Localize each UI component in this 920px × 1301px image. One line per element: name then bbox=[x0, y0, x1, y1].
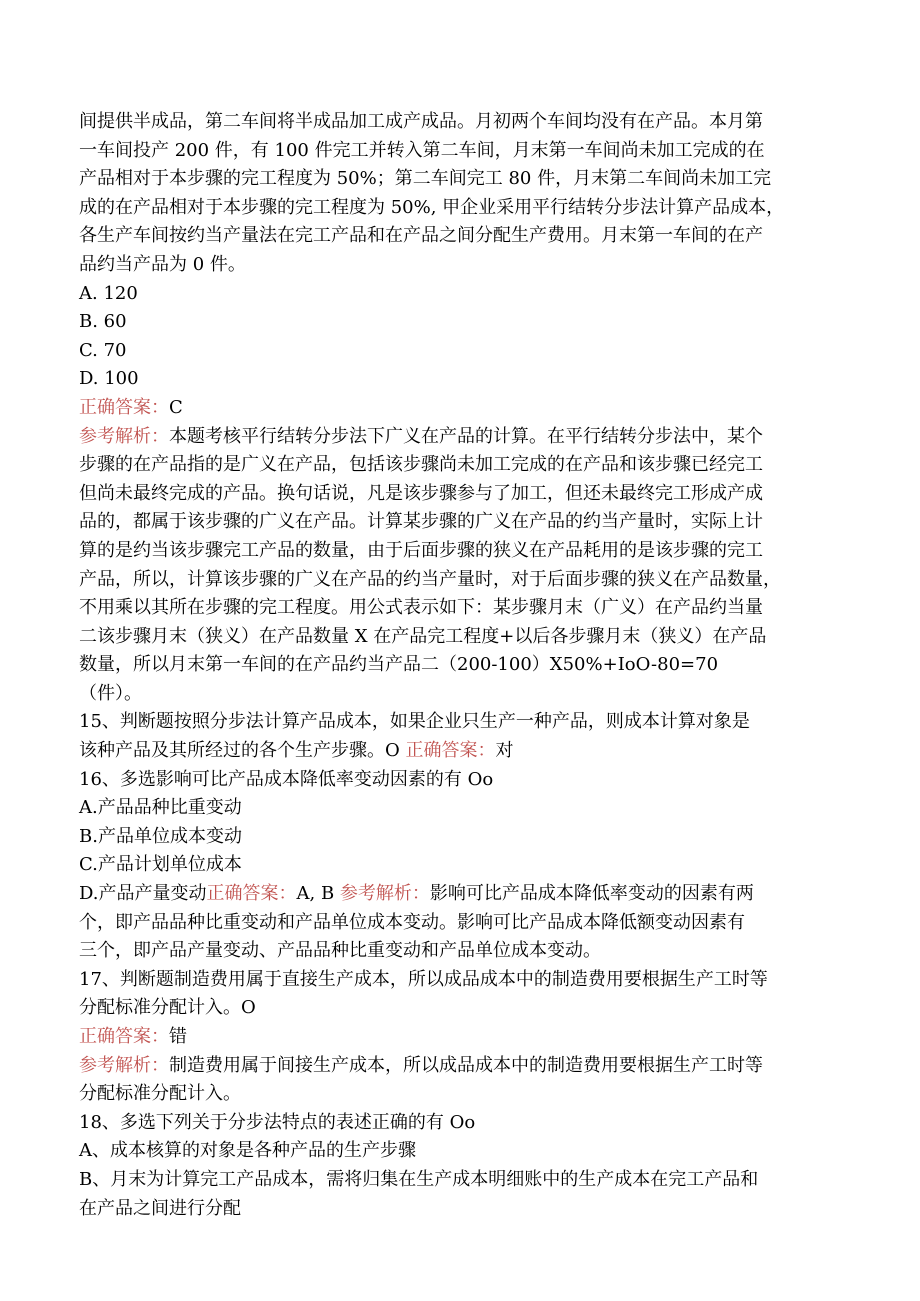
q17-analysis-first bbox=[79, 1052, 849, 1081]
analysis-text: 影响可比产品成本降低率变动的因素有两 bbox=[429, 883, 754, 905]
analysis-line: 数量，所以月末第一车间的在产品约当产品二（200-100）X50%+IoO-80=70 bbox=[79, 654, 719, 676]
answer-label: 正确答案： bbox=[79, 1026, 169, 1047]
option-c: C. 70 bbox=[79, 339, 127, 361]
analysis-label: 参考解析： bbox=[339, 883, 430, 905]
analysis-label: 参考解析： bbox=[79, 1054, 169, 1076]
answer-value: 对 bbox=[495, 740, 514, 762]
option-d: D. 100 bbox=[79, 368, 139, 390]
text-line: 品约当产品为 0 件。 bbox=[79, 253, 246, 275]
q18-option-a: A、成本核算的对象是各种产品的生产步骤 bbox=[79, 1140, 416, 1162]
text-line: 各生产车间按约当产量法在完工产品和在产品之间分配生产费用。月末第一车间的在产 bbox=[79, 225, 763, 247]
q18-option-b: B、月末为计算完工产品成本，需将归集在生产成本明细账中的生产成本在完工产品和 bbox=[79, 1168, 759, 1190]
answer-value: 错 bbox=[169, 1026, 187, 1047]
q16-question: 16、多选影响可比产品成本降低率变动因素的有 Oo bbox=[79, 768, 494, 790]
q18-question: 18、多选下列关于分步法特点的表述正确的有 Oo bbox=[79, 1111, 476, 1133]
analysis-line: 产品，所以，计算该步骤的广义在产品的约当产量时，对于后面步骤的狭义在产品数量， bbox=[79, 568, 781, 590]
analysis-text: 本题考核平行结转分步法下广义在产品的计算。在平行结转分步法中，某个 bbox=[169, 425, 763, 447]
q14-analysis-first bbox=[79, 423, 849, 452]
analysis-line: 但尚未最终完成的产品。换句话说，凡是该步骤参与了加工，但还未最终完工形成产成 bbox=[79, 482, 763, 504]
q14-answer bbox=[79, 394, 849, 423]
answer-label: 正确答案： bbox=[405, 740, 496, 762]
question-text: 该种产品及其所经过的各个生产步骤。O bbox=[79, 740, 406, 762]
q18-option-b-cont: 在产品之间进行分配 bbox=[79, 1197, 241, 1219]
document-page bbox=[79, 108, 849, 1223]
analysis-label: 参考解析： bbox=[79, 425, 169, 447]
text-line: 成的在产品相对于本步骤的完工程度为 50%, 甲企业采用平行结转分步法计算产品成本， bbox=[79, 196, 785, 218]
q15-question: 15、判断题按照分步法计算产品成本，如果企业只生产一种产品，则成本计算对象是 bbox=[79, 711, 750, 733]
analysis-text: 制造费用属于间接生产成本，所以成品成本中的制造费用要根据生产工时等 bbox=[169, 1054, 763, 1076]
analysis-line: 品的，都属于该步骤的广义在产品。计算某步骤的广义在产品的约当产量时，实际上计 bbox=[79, 511, 763, 533]
q16-option-b: B.产品单位成本变动 bbox=[79, 825, 242, 847]
analysis-line: 三个，即产品产量变动、产品品种比重变动和产品单位成本变动。 bbox=[79, 940, 601, 962]
analysis-line: 不用乘以其所在步骤的完工程度。用公式表示如下：某步骤月末（广义）在产品约当量 bbox=[79, 597, 763, 619]
q17-question: 17、判断题制造费用属于直接生产成本，所以成品成本中的制造费用要根据生产工时等 bbox=[79, 968, 768, 990]
q16-option-d-answer bbox=[79, 880, 849, 909]
q16-option-c: C.产品计划单位成本 bbox=[79, 854, 242, 876]
answer-label: 正确答案： bbox=[79, 396, 169, 418]
text-line: 间提供半成品，第二车间将半成品加工成产成品。月初两个车间均没有在产品。本月第 bbox=[79, 111, 763, 132]
text-line: 一车间投产 200 件，有 100 件完工并转入第二车间，月末第一车间尚未加工完成的在 bbox=[79, 139, 765, 161]
answer-label: 正确答案： bbox=[206, 883, 297, 905]
option-b: B. 60 bbox=[79, 311, 127, 333]
option-text: D.产品产量变动 bbox=[79, 883, 207, 905]
text-line: 产品相对于本步骤的完工程度为 50%；第二车间完工 80 件，月末第二车间尚未加工完 bbox=[79, 168, 772, 190]
q17-answer bbox=[79, 1023, 849, 1052]
analysis-line: 分配标准分配计入。 bbox=[79, 1083, 241, 1105]
analysis-line: 个，即产品品种比重变动和产品单位成本变动。影响可比产品成本降低额变动因素有 bbox=[79, 911, 745, 933]
q17-question-cont: 分配标准分配计入。O bbox=[79, 997, 256, 1019]
answer-value: C bbox=[169, 396, 183, 418]
option-a: A. 120 bbox=[79, 282, 138, 304]
analysis-line: 算的是约当该步骤完工产品的数量，由于后面步骤的狭义在产品耗用的是该步骤的完工 bbox=[79, 539, 763, 561]
q15-question-cont bbox=[79, 737, 849, 766]
analysis-line: 步骤的在产品指的是广义在产品，包括该步骤尚未加工完成的在产品和该步骤已经完工 bbox=[79, 454, 763, 476]
answer-value: A, B bbox=[296, 883, 340, 905]
q16-option-a: A.产品品种比重变动 bbox=[79, 797, 242, 819]
analysis-line: （件）。 bbox=[79, 682, 142, 704]
analysis-line: 二该步骤月末（狭义）在产品数量 X 在产品完工程度+以后各步骤月末（狭义）在产品 bbox=[79, 625, 767, 647]
